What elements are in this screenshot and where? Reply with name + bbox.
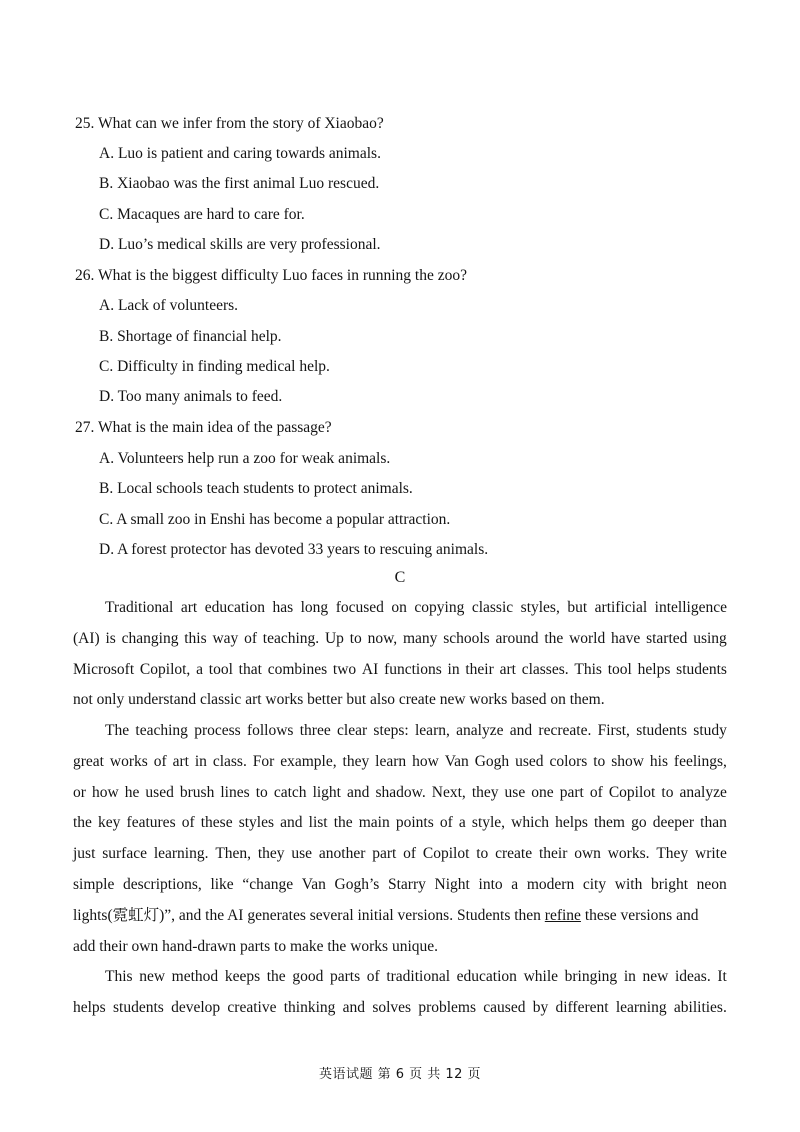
word: copying — [414, 599, 465, 616]
word: This — [574, 660, 602, 678]
question-25-option-b: B. Xiaobao was the first animal Luo rescued. — [99, 175, 380, 192]
word: points — [395, 814, 434, 832]
word: Traditional — [105, 599, 174, 616]
word: just — [73, 845, 96, 863]
word: analyze — [456, 722, 504, 739]
word: which — [511, 814, 550, 832]
word: intelligence — [654, 599, 727, 616]
word: Gogh’s — [334, 875, 380, 893]
word: of — [244, 629, 257, 647]
word: bright — [650, 875, 689, 893]
question-26-option-d: D. Too many animals to feed. — [99, 388, 283, 405]
word: learn — [375, 752, 407, 770]
word: to — [661, 783, 674, 801]
word: good — [292, 968, 324, 985]
word: combines — [267, 660, 328, 678]
word: of — [589, 783, 603, 801]
word: process — [194, 722, 241, 739]
word: class. — [212, 752, 247, 770]
word: problems — [418, 998, 477, 1016]
word: another — [318, 845, 366, 863]
word: features — [126, 814, 176, 832]
word: simple — [73, 875, 115, 893]
word: education — [456, 968, 517, 985]
word: them — [594, 814, 625, 832]
word: long — [300, 599, 329, 616]
word: brush — [179, 783, 215, 801]
word: or — [73, 783, 86, 801]
word: three — [299, 722, 331, 739]
word: go — [631, 814, 647, 832]
word: focused — [335, 599, 384, 616]
word: and — [347, 783, 370, 801]
word: on — [391, 599, 407, 616]
word: clear — [337, 722, 368, 739]
question-27-stem: 27. What is the main idea of the passage? — [75, 419, 332, 436]
page-footer: 英语试题 第 6 页 共 12 页 — [318, 1067, 482, 1082]
word: lines — [220, 783, 250, 801]
word: have — [611, 629, 641, 647]
word: the — [544, 629, 564, 647]
word: but — [567, 599, 588, 616]
word: these — [200, 814, 233, 832]
word: now, — [367, 629, 398, 647]
word: Microsoft — [73, 660, 135, 678]
word: students — [112, 998, 164, 1016]
word: different — [555, 998, 609, 1016]
word: around — [495, 629, 539, 647]
word: creative — [227, 998, 277, 1016]
word: Van — [444, 752, 469, 770]
word: they — [257, 845, 285, 863]
word: teaching — [135, 722, 188, 739]
word: how — [91, 783, 119, 801]
word: two — [332, 660, 357, 678]
word: Up — [324, 629, 344, 647]
question-27-option-d: D. A forest protector has devoted 33 years to rescuing animals. — [99, 541, 489, 558]
word: show — [611, 752, 644, 770]
word: Van — [301, 875, 326, 893]
paragraph-1-line-3 — [73, 655, 727, 686]
word: new — [139, 968, 166, 985]
word: study — [693, 722, 727, 739]
word: The — [105, 722, 130, 739]
word: use — [504, 783, 526, 801]
paragraph-3-line-1 — [73, 962, 727, 993]
word: teaching. — [262, 629, 320, 647]
paragraph-2-line-7 — [73, 901, 727, 932]
word: own — [574, 845, 601, 863]
word: changing — [121, 629, 179, 647]
word: functions — [384, 660, 442, 678]
word: “change — [242, 875, 294, 893]
word: the — [266, 968, 286, 985]
word: They — [656, 845, 689, 863]
word: bringing — [564, 968, 618, 985]
paragraph-2-line-3 — [73, 778, 727, 809]
word: and — [509, 722, 533, 739]
underlined-word-refine: refine — [544, 906, 581, 924]
word: colors — [549, 752, 588, 770]
word: is — [105, 629, 116, 647]
word: light — [312, 783, 341, 801]
word: art — [499, 660, 516, 678]
word: descriptions, — [123, 875, 202, 893]
word: abilities. — [673, 998, 727, 1016]
word: First, — [597, 722, 630, 739]
word: surface — [102, 845, 147, 863]
word: to — [593, 752, 606, 770]
word: deeper — [652, 814, 695, 832]
question-25-option-d: D. Luo’s medical skills are very professional. — [99, 236, 381, 253]
word: example, — [280, 752, 337, 770]
word: way — [212, 629, 239, 647]
paragraph-2-line-7-end: these versions and — [580, 906, 699, 924]
word: into — [478, 875, 503, 893]
word: keeps — [224, 968, 261, 985]
word: in — [447, 660, 460, 678]
question-25-option-c: C. Macaques are hard to care for. — [99, 206, 305, 223]
word: of — [366, 968, 380, 985]
word: styles, — [520, 599, 560, 616]
word: neon — [696, 875, 727, 893]
word: great — [73, 752, 104, 770]
passage-paragraph-2 — [73, 716, 727, 962]
word: they — [342, 752, 370, 770]
word: city — [582, 875, 607, 893]
word: Night — [434, 875, 470, 893]
paragraph-2-line-6 — [73, 870, 727, 901]
word: learning. — [153, 845, 209, 863]
word: schools — [443, 629, 490, 647]
word: style, — [471, 814, 506, 832]
word: styles — [238, 814, 275, 832]
word: like — [210, 875, 234, 893]
word: in — [194, 752, 207, 770]
word: a — [458, 814, 466, 832]
question-25-option-a: A. Luo is patient and caring towards animals. — [99, 145, 381, 162]
word: caused — [483, 998, 526, 1016]
paragraph-1-line-2 — [73, 624, 727, 655]
word: while — [523, 968, 558, 985]
word: to — [476, 845, 489, 863]
word: art — [172, 752, 189, 770]
paragraph-3-line-2 — [73, 993, 727, 1024]
word: Next, — [431, 783, 466, 801]
word: their — [465, 660, 494, 678]
word: follows — [246, 722, 294, 739]
word: works — [109, 752, 148, 770]
word: catch — [273, 783, 307, 801]
word: world — [569, 629, 606, 647]
word: started — [646, 629, 688, 647]
paragraph-2-line-8: add their own hand-drawn parts to make the works unique. — [73, 937, 439, 955]
word: their — [538, 845, 568, 863]
word: a — [511, 875, 519, 893]
word: in — [623, 968, 636, 985]
word: For — [252, 752, 275, 770]
word: to — [255, 783, 268, 801]
word: thinking — [283, 998, 336, 1016]
word: and — [280, 814, 303, 832]
passage-paragraph-1 — [73, 593, 727, 716]
word: learning — [615, 998, 667, 1016]
word: feelings, — [673, 752, 727, 770]
word: part — [559, 783, 584, 801]
question-26-stem: 26. What is the biggest difficulty Luo faces in running the zoo? — [75, 267, 468, 284]
word: works. — [607, 845, 650, 863]
word: Copilot, — [139, 660, 191, 678]
word: recreate. — [538, 722, 592, 739]
word: Gogh — [474, 752, 510, 770]
word: ideas. — [674, 968, 711, 985]
word: helps — [637, 660, 671, 678]
word: traditional — [386, 968, 451, 985]
word: helps — [555, 814, 588, 832]
paragraph-2-line-7-start: lights(霓虹灯)”, and the AI generates several initial versions. Students then — [73, 906, 545, 924]
word: art — [180, 599, 198, 616]
paragraph-2-line-5 — [73, 839, 727, 870]
word: Copilot — [608, 783, 656, 801]
word: classic — [471, 599, 514, 616]
word: method — [171, 968, 219, 985]
question-26-option-b: B. Shortage of financial help. — [99, 328, 282, 345]
word: has — [272, 599, 294, 616]
word: learn, — [415, 722, 450, 739]
paragraph-2-line-4 — [73, 808, 727, 839]
word: and — [342, 998, 366, 1016]
word: solves — [372, 998, 412, 1016]
paragraph-2-line-1 — [73, 716, 727, 747]
passage-paragraph-3 — [73, 962, 727, 1024]
word: that — [238, 660, 262, 678]
word: used — [145, 783, 174, 801]
word: create — [495, 845, 533, 863]
word: of — [439, 814, 453, 832]
word: helps — [73, 998, 106, 1016]
word: Then, — [215, 845, 252, 863]
word: the — [333, 814, 353, 832]
word: many — [402, 629, 438, 647]
word: one — [531, 783, 554, 801]
word: students — [676, 660, 727, 678]
word: by — [532, 998, 549, 1016]
word: how — [412, 752, 439, 770]
question-27-option-b: B. Local schools teach students to protect animals. — [99, 480, 413, 497]
word: part — [372, 845, 397, 863]
word: new — [642, 968, 669, 985]
word: using — [693, 629, 727, 647]
word: Starry — [388, 875, 426, 893]
question-26-option-c: C. Difficulty in finding medical help. — [99, 358, 330, 375]
word: (AI) — [73, 629, 100, 647]
word: It — [717, 968, 727, 985]
word: parts — [329, 968, 361, 985]
word: used — [515, 752, 544, 770]
word: tool — [208, 660, 233, 678]
paragraph-2-line-2 — [73, 747, 727, 778]
word: his — [649, 752, 668, 770]
word: of — [153, 752, 167, 770]
word: use — [291, 845, 313, 863]
word: a — [196, 660, 203, 678]
word: classes. — [521, 660, 569, 678]
section-heading-c: C — [394, 569, 406, 586]
word: this — [184, 629, 207, 647]
word: modern — [526, 875, 575, 893]
question-27-option-c: C. A small zoo in Enshi has become a popular attraction. — [99, 511, 451, 528]
question-27-option-a: A. Volunteers help run a zoo for weak animals. — [99, 450, 391, 467]
word: develop — [171, 998, 221, 1016]
word: of — [403, 845, 417, 863]
word: AI — [361, 660, 379, 678]
word: key — [98, 814, 121, 832]
word: list — [308, 814, 328, 832]
question-26-option-a: A. Lack of volunteers. — [99, 297, 239, 314]
word: with — [614, 875, 643, 893]
word: artificial — [594, 599, 648, 616]
word: analyze — [679, 783, 727, 801]
word: students — [636, 722, 688, 739]
word: shadow. — [375, 783, 426, 801]
paragraph-1-line-1 — [73, 593, 727, 624]
word: tool — [607, 660, 632, 678]
word: to — [349, 629, 362, 647]
word: he — [124, 783, 140, 801]
word: of — [181, 814, 195, 832]
word: Copilot — [422, 845, 470, 863]
word: the — [73, 814, 92, 832]
word: education — [204, 599, 265, 616]
word: main — [358, 814, 390, 832]
word: than — [700, 814, 727, 832]
word: This — [105, 968, 133, 985]
question-25-stem: 25. What can we infer from the story of Xiaobao? — [75, 115, 384, 132]
word: steps: — [373, 722, 409, 739]
word: they — [471, 783, 499, 801]
paragraph-1-line-4: not only understand classic art works better but also create new works based on them. — [73, 691, 605, 709]
word: write — [695, 845, 727, 863]
